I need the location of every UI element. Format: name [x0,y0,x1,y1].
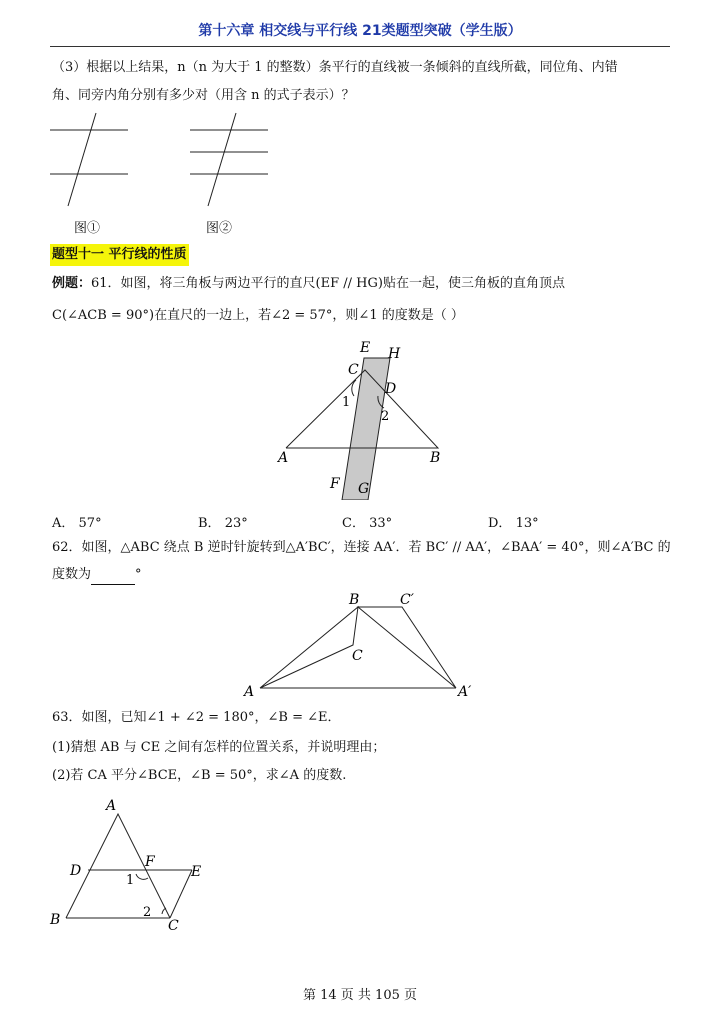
label-f: F [145,854,155,870]
label-d: D [385,381,397,397]
label-f: F [330,476,340,492]
q61-figure [272,340,452,500]
label-h: H [388,346,401,362]
triangle-a-prime-b-c-prime [358,607,456,688]
angle-1-arc [136,874,148,879]
fig1-transversal [68,113,96,206]
figure-1-caption: 图① [74,221,101,236]
q-prev-line-2: 角、同旁内角分别有多少对（用含 n 的式子表示）？ [52,88,355,103]
q62-line-1: 62．如图，△ABC 绕点 B 逆时针旋转到△A′BC′，连接 AA′．若 BC′ // AA′，∠BAA′ = 40°，则∠A′BC 的 [52,540,671,555]
label-b: B [349,592,360,608]
figure-parallel-lines [50,108,280,212]
figure-2-caption: 图② [206,221,233,236]
header-divider [50,46,670,47]
q63-line-3: (2)若 CA 平分∠BCE，∠B = 50°，求∠A 的度数. [52,768,347,783]
label-c: C [352,648,363,664]
q62-line-2: 度数为 ° [52,565,142,585]
label-angle-2: 2 [381,409,390,424]
label-c-prime: C′ [400,592,414,608]
label-angle-1: 1 [342,395,351,410]
q61-line-1 [52,274,565,294]
label-angle-1: 1 [126,873,135,888]
q63-line-1: 63．如图，已知∠1 + ∠2 = 180°，∠B = ∠E． [52,710,341,725]
label-a: A [278,450,289,466]
label-b: B [50,912,61,928]
page-footer: 第 14 页 共 105 页 [302,988,418,1003]
label-a: A [244,684,255,700]
ruler [342,358,390,500]
option-d[interactable]: D． 13° [488,516,539,531]
option-c[interactable]: C． 33° [342,516,393,531]
page-header-title: 第十六章 相交线与平行线 21类题型突破（学生版） [198,23,522,39]
q61-text-1: 61．如图，将三角板与两边平行的直尺(EF // HG)贴在一起，使三角板的直角顶点 [91,276,565,291]
segment-ce [170,870,192,918]
label-b: B [430,450,441,466]
label-e: E [360,340,371,356]
label-g: G [358,481,370,497]
triangle-abc [260,607,358,688]
example-prefix: 例题： [52,276,92,291]
label-c: C [168,918,179,932]
answer-blank[interactable] [91,570,135,585]
q-prev-line-1: （3）根据以上结果，n（n 为大于 1 的整数）条平行的直线被一条倾斜的直线所截，同位角、内错 [52,60,618,75]
angle-2-arc [162,908,166,914]
q61-line-2: C(∠ACB = 90°)在直尺的一边上，若∠2 = 57°，则∠1 的度数是（ ） [52,308,464,323]
label-a-prime: A′ [458,684,472,700]
label-angle-2: 2 [143,905,152,920]
option-b[interactable]: B． 23° [198,516,248,531]
label-a: A [106,798,117,814]
q63-line-2: (1)猜想 AB 与 CE 之间有怎样的位置关系，并说明理由； [52,740,386,755]
figure-2 [190,113,268,206]
label-e: E [191,864,202,880]
label-d: D [70,863,82,879]
label-c: C [348,362,359,378]
section-heading: 题型十一 平行线的性质 [50,244,189,266]
option-a[interactable]: A． 57° [52,516,102,531]
q63-figure [48,792,218,932]
q62-figure [240,588,490,702]
fig2-transversal [208,113,236,206]
figure-1 [50,113,128,206]
